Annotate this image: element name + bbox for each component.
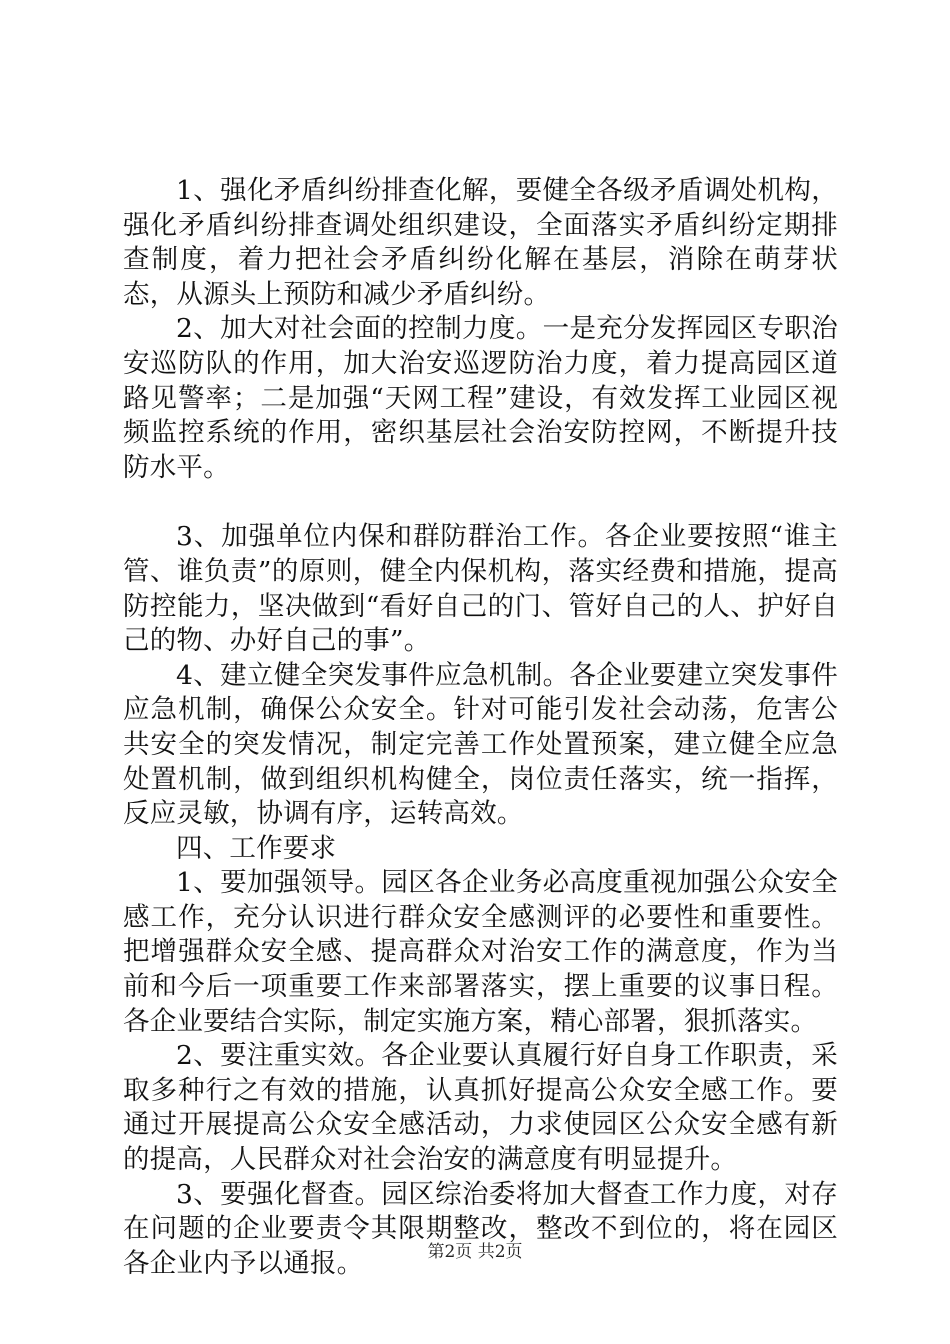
paragraph-emergency-mechanism: 4、建立健全突发事件应急机制。各企业要建立突发事件应急机制，确保公众安全。针对可能引发社会动荡，危害公共安全的突发情况，制定完善工作处置预案，建立健全应急处置机制，做到组织机构健全，岗位责任落实，统一指挥，反应灵敏，协调有序，运转高效。: [123, 659, 838, 830]
paragraph-internal-security: 3、加强单位内保和群防群治工作。各企业要按照“谁主管、谁负责”的原则，健全内保机构，落实经费和措施，提高防控能力，坚决做到“看好自己的门、管好自己的人、护好自己的物、办好自己的事”。: [123, 521, 838, 657]
paragraph-social-control: 2、加大对社会面的控制力度。一是充分发挥园区专职治安巡防队的作用，加大治安巡逻防治力度，着力提高园区道路见警率；二是加强“天网工程”建设，有效发挥工业园区视频监控系统的作用，密织基层社会治安防控网，不断提升技防水平。: [123, 313, 838, 483]
paragraph-strengthen-supervision: 3、要强化督查。园区综治委将加大督查工作力度，对存在问题的企业要责令其限期整改，整改不到位的，将在园区各企业内予以通报。: [123, 1178, 838, 1279]
document-body: [123, 174, 838, 1281]
paragraph-strengthen-leadership: 1、要加强领导。园区各企业务必高度重视加强公众安全感工作，充分认识进行群众安全感测评的必要性和重要性。把增强群众安全感、提高群众对治安工作的满意度，作为当前和今后一项重要工作来部署落实，摆上重要的议事日程。各企业要结合实际，制定实施方案，精心部署，狠抓落实。: [123, 867, 838, 1037]
paragraph-resolve-disputes: 1、强化矛盾纠纷排查化解，要健全各级矛盾调处机构，强化矛盾纠纷排查调处组织建设，全面落实矛盾纠纷定期排查制度，着力把社会矛盾纠纷化解在基层，消除在萌芽状态，从源头上预防和减少矛盾纠纷。: [123, 175, 838, 310]
paragraph-focus-effectiveness: 2、要注重实效。各企业要认真履行好自身工作职责，采取多种行之有效的措施，认真抓好提高公众安全感工作。要通过开展提高公众安全感活动，力求使园区公众安全感有新的提高，人民群众对社会治安的满意度有明显提升。: [123, 1040, 838, 1176]
paragraph-spacer: [123, 485, 838, 520]
page-number-footer: 第2页 共2页: [427, 1242, 523, 1262]
section-heading-work-requirements: 四、工作要求: [176, 832, 337, 864]
